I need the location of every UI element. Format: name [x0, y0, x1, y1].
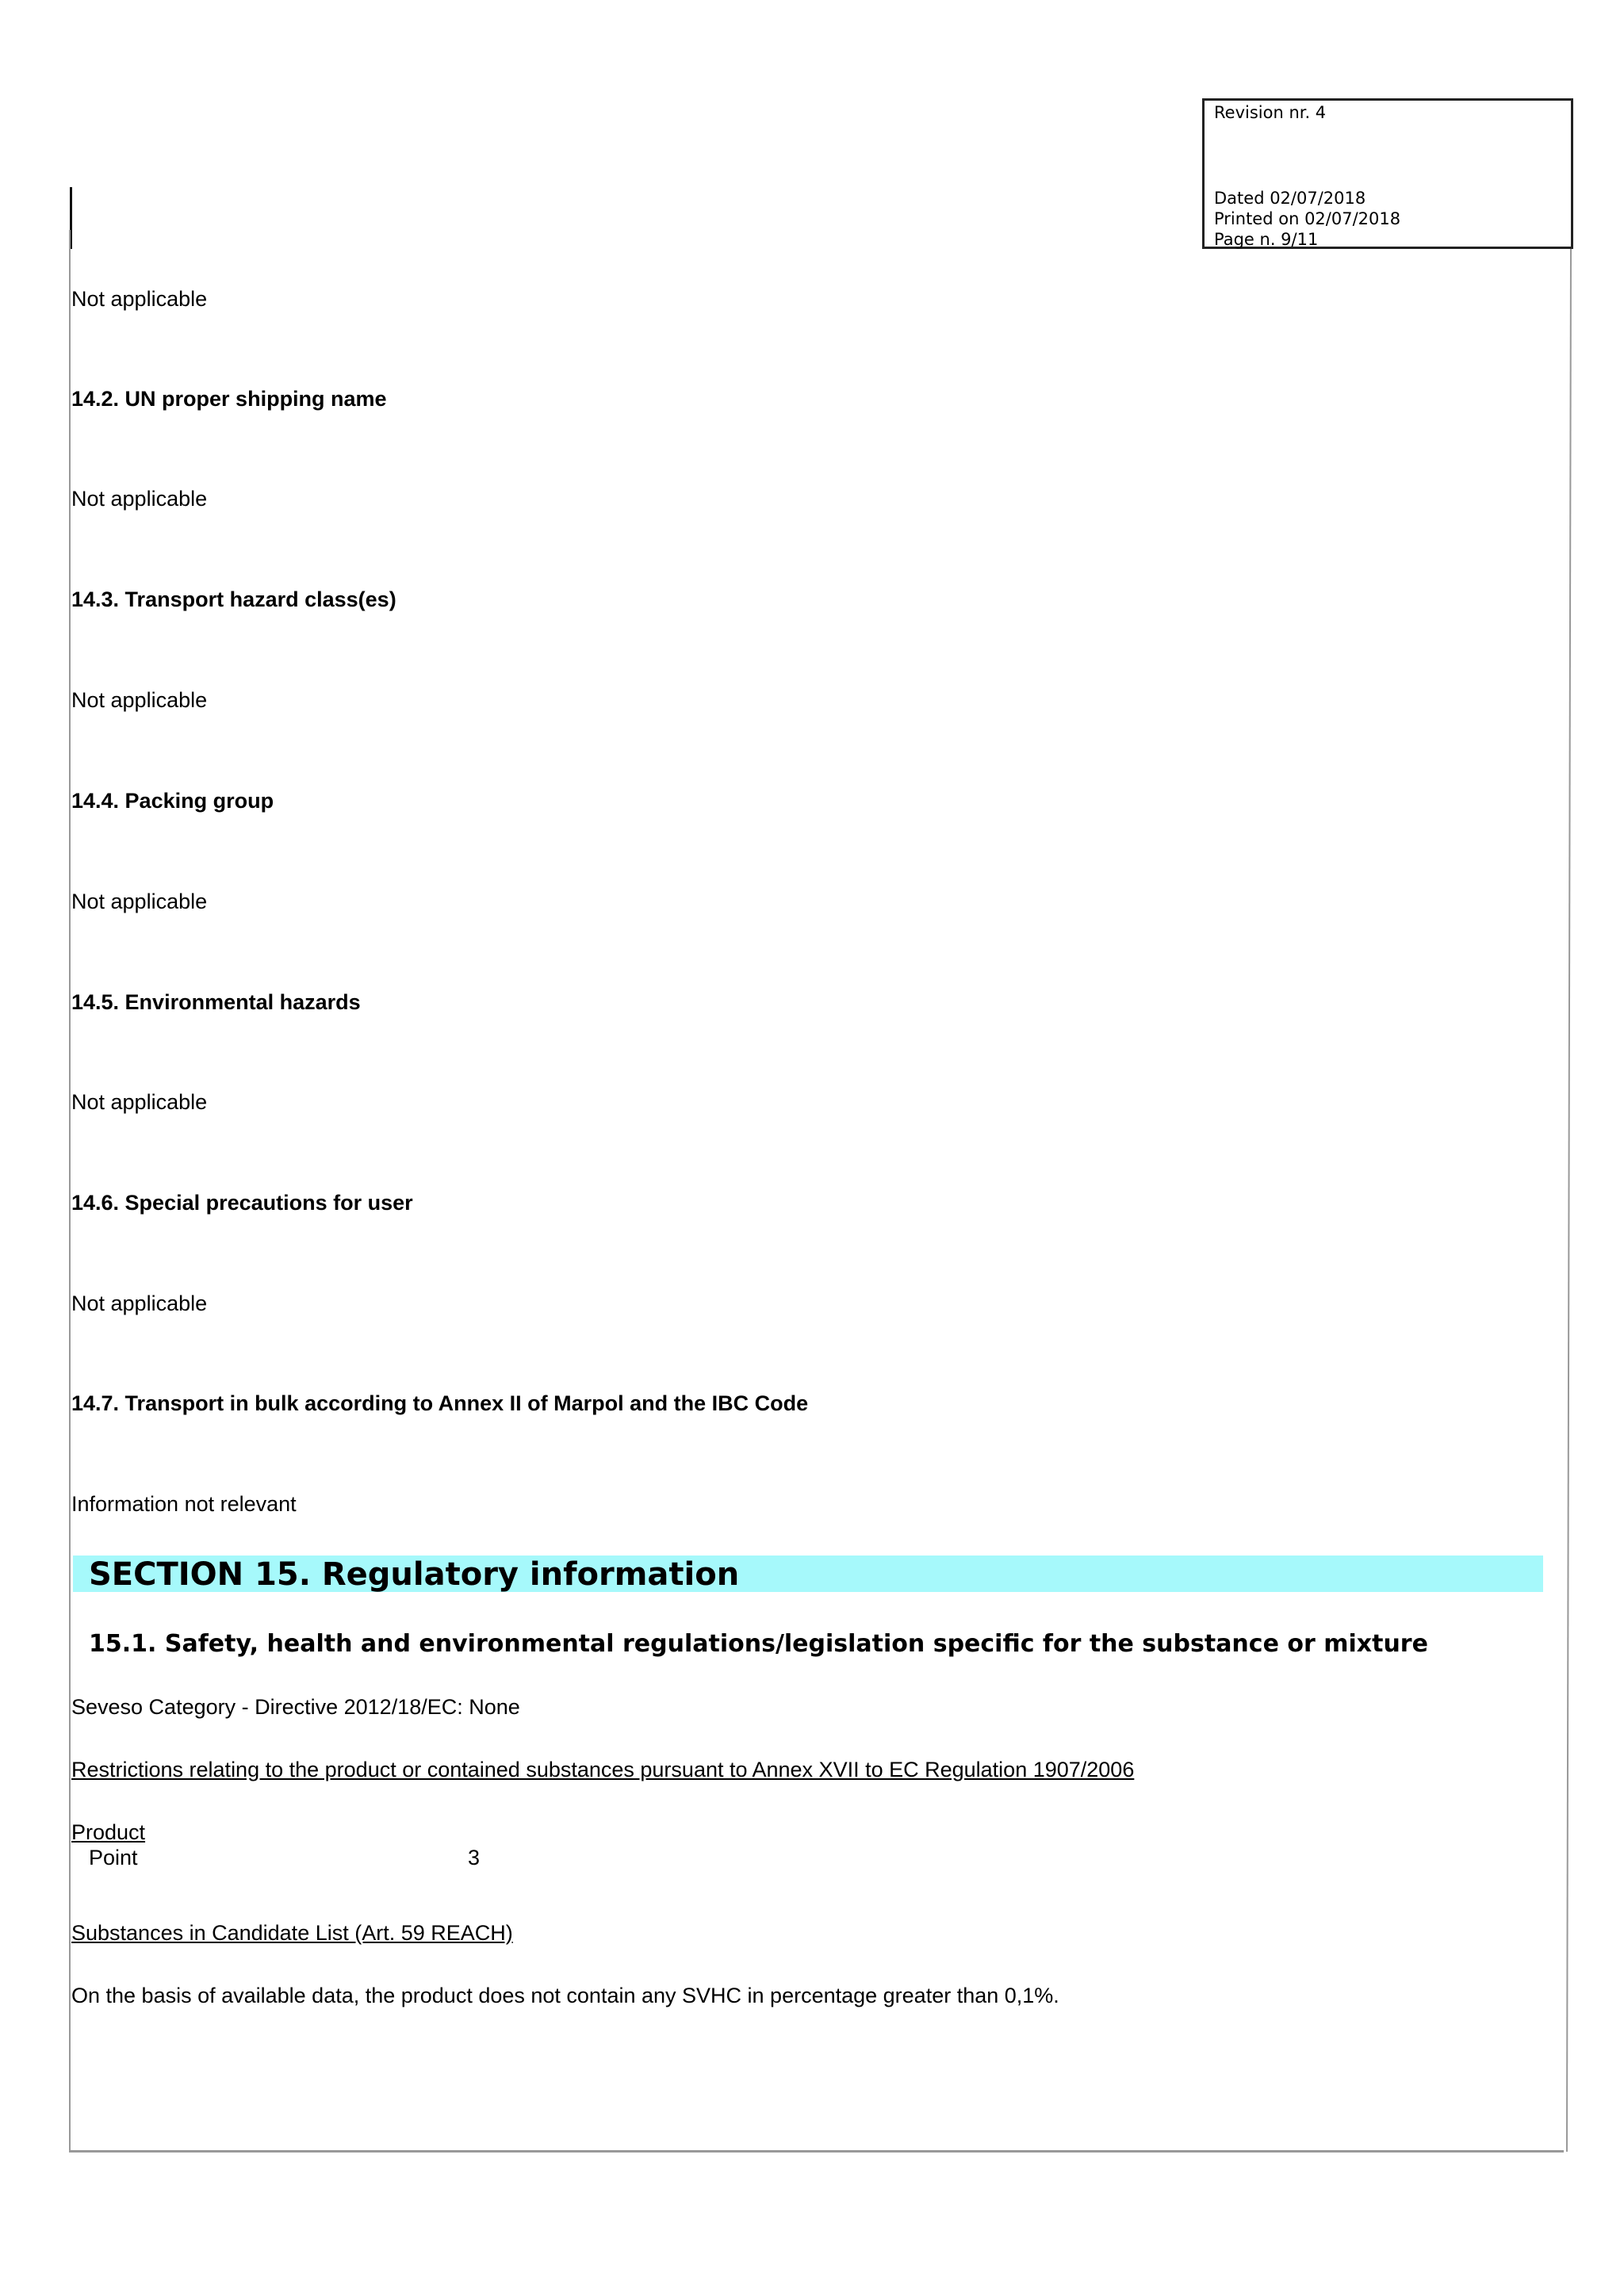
frame-right-border	[1566, 249, 1572, 2152]
point-value: 3	[468, 1846, 481, 1869]
seveso-category: Seveso Category - Directive 2012/18/EC: None	[71, 1695, 520, 1719]
heading-14-5: 14.5. Environmental hazards	[71, 990, 361, 1014]
point-label: Point	[89, 1846, 138, 1869]
heading-14-2: 14.2. UN proper shipping name	[71, 387, 387, 411]
dated-date: Dated 02/07/2018	[1214, 189, 1366, 208]
revision-number: Revision nr. 4	[1214, 103, 1327, 122]
text-14-1-value: Not applicable	[71, 287, 208, 311]
text-14-2-value: Not applicable	[71, 487, 208, 511]
text-14-5-value: Not applicable	[71, 1090, 208, 1114]
heading-14-7: 14.7. Transport in bulk according to Annex II of Marpol and the IBC Code	[71, 1391, 809, 1415]
heading-14-3: 14.3. Transport hazard class(es)	[71, 587, 396, 611]
heading-14-6: 14.6. Special precautions for user	[71, 1191, 413, 1215]
printed-date: Printed on 02/07/2018	[1214, 209, 1401, 228]
candidate-list-heading: Substances in Candidate List (Art. 59 REACH)	[71, 1921, 513, 1945]
frame-bottom-border	[69, 2150, 1564, 2152]
product-label: Product	[71, 1820, 146, 1844]
heading-14-4: 14.4. Packing group	[71, 789, 274, 813]
revision-dates	[1214, 188, 1400, 250]
text-14-4-value: Not applicable	[71, 890, 208, 913]
subsection-15-1-title: 15.1. Safety, health and environmental regulations/legislation specific for the substance or mixture	[89, 1630, 1428, 1658]
revision-box	[1202, 98, 1573, 249]
text-14-7-value: Information not relevant	[71, 1492, 297, 1516]
text-14-6-value: Not applicable	[71, 1292, 208, 1315]
text-14-3-value: Not applicable	[71, 688, 208, 712]
frame-left-border	[69, 230, 71, 2152]
page-number: Page n. 9/11	[1214, 230, 1319, 249]
svhc-statement: On the basis of available data, the product does not contain any SVHC in percentage greater than 0,1%.	[71, 1984, 1059, 2007]
section-15-title: SECTION 15. Regulatory information	[89, 1556, 740, 1593]
restrictions-heading: Restrictions relating to the product or contained substances pursuant to Annex XVII to EC Regulation 1907/2006	[71, 1758, 1135, 1781]
